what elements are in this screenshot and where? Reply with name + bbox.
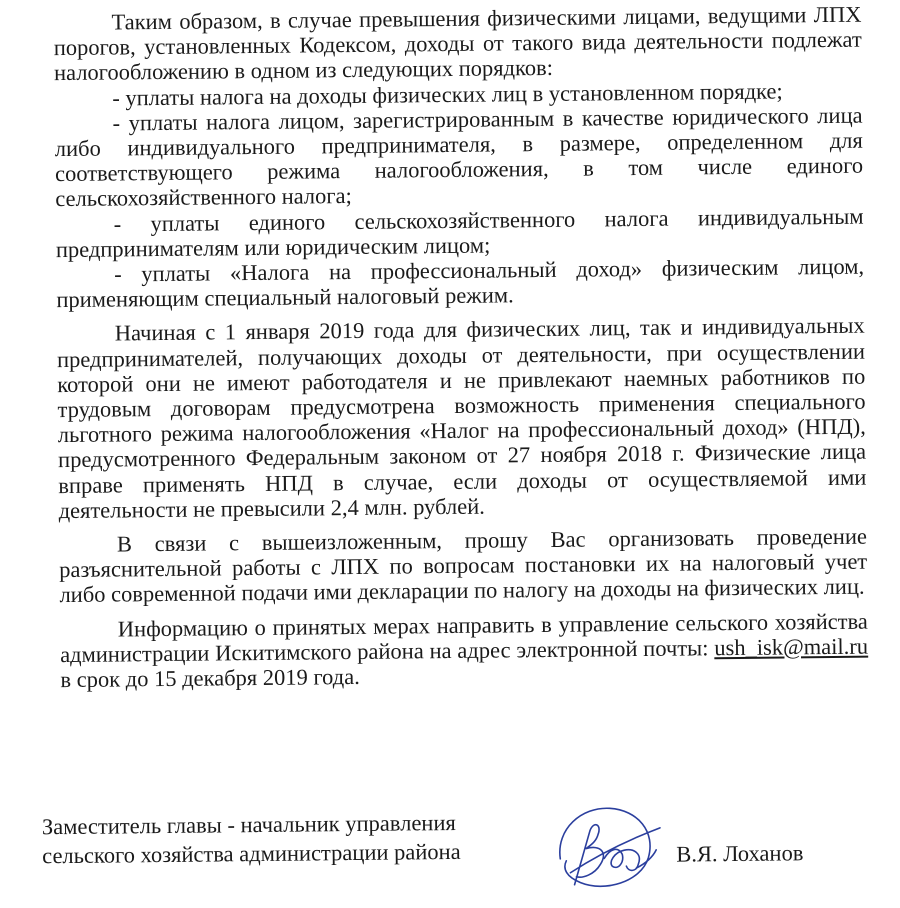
intro-paragraph: Таким образом, в случае превышения физическими лицами, ведущими ЛПХ порогов, установленных Кодексом, доходы от такого вида деятельности подлежат налогообложению в одном из следующих порядков: [53,1,862,86]
email-link[interactable]: ush_isk@mail.ru [714,633,869,661]
signature-stroke [559,808,650,887]
signer-name: В.Я. Лоханов [676,840,804,867]
npd-paragraph: Начиная с 1 января 2019 года для физических лиц, так и индивидуальных предпринимателей, получающих доходы от деятельности, при осуществлении которой они не имеют работодателя и не привлекают наемных работников по трудовым договорам предусмотрена возможность применения специального льготного режима налогообложения «Налог на профессиональный доход» (НПД), предусмотренного Федеральным законом от 27 ноября 2018 г. Физические лица вправе применять НПД в случае, если доходы от осуществляемой ими деятельности не превысили 2,4 млн. рублей. [56,313,867,523]
list-item: - уплаты «Налога на профессиональный доход» физическим лицом, применяющим специальный налоговый режим. [56,253,865,313]
signer-position [42,807,503,870]
info-paragraph [60,608,869,692]
info-text-end: в срок до 15 декабря 2019 года. [60,664,360,693]
info-text-start: Информацию о принятых мерах направить в управление сельского хозяйства администрации Искитимского района на адрес электронной почты: [59,608,868,667]
position-line: сельского хозяйства администрации района [42,838,461,869]
signature-stroke [604,849,639,871]
letter-body [53,2,868,693]
handwritten-signature [552,788,673,899]
position-line: Заместитель главы - начальник управления [41,809,456,840]
request-paragraph: В связи с вышеизложенным, прошу Вас организовать проведение разъяснительной работы с ЛПХ по вопросам постановки их на налоговый учет либо современной подачи ими декларации по налогу на доходы на физических лиц. [59,523,868,608]
list-item: - уплаты единого сельскохозяйственного налога индивидуальным предпринимателям или юридическим лицом; [55,203,864,262]
list-item: - уплаты налога лицом, зарегистрированным в качестве юридического лица либо индивидуального предпринимателя, в размере, определенном для соответствующего режима налогообложения, в том числе единого сельскохозяйственного налога; [54,102,864,212]
list-item: - уплаты налога на доходы физических лиц в установленном порядке; [112,78,783,111]
